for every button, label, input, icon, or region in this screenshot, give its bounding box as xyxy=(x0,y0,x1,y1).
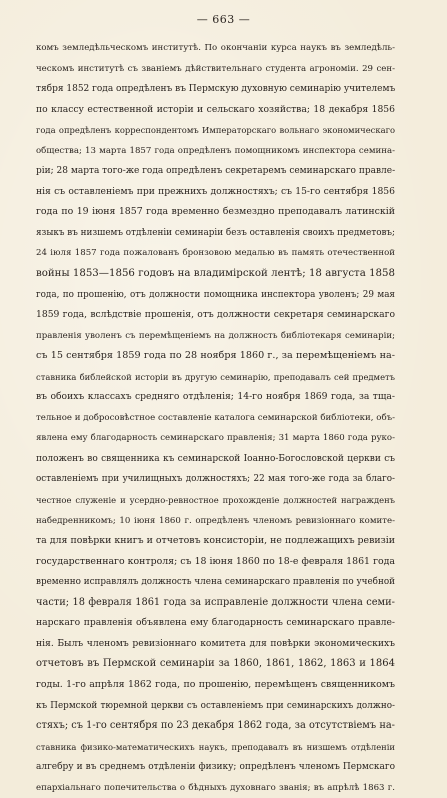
text-line: правленія уволенъ съ перемѣщеніемъ на должность библіотекаря семинаріи; xyxy=(36,330,395,341)
text-line: оставленіемъ при училищныхъ должностяхъ; 22 мая того-же года за благо- xyxy=(36,474,395,485)
text-line: алгебру и въ среднемъ отдѣленіи физику; опредѣленъ членомъ Пермскаго xyxy=(36,762,395,773)
text-line: въ обоихъ классахъ средняго отдѣленія; 14-го ноября 1869 года, за тща- xyxy=(36,391,395,403)
text-line: епархіальнаго попечительства о бѣдныхъ духовнаго званія; въ апрѣлѣ 1863 г. xyxy=(36,782,395,793)
text-line: года опредѣленъ корреспондентомъ Императорскаго вольнаго экономическаго xyxy=(36,125,395,136)
text-line: части; 18 февраля 1861 года за исправленіе должности члена семи- xyxy=(36,596,395,608)
text-line: государственнаго контроля; съ 18 іюня 1860 по 18-е февраля 1861 года xyxy=(36,555,395,567)
text-line: ставника физико-математическихъ наукъ, преподавалъ въ низшемъ отдѣленіи xyxy=(36,741,395,752)
text-line: къ Пермской тюремной церкви съ оставленіемъ при семинарскихъ должно- xyxy=(36,700,395,711)
text-line: временно исправлялъ должность члена семинарскаго правленія по учебной xyxy=(36,577,395,588)
text-line: ческомъ институтѣ съ званіемъ дѣйствительнаго студента агрономіи. 29 сен- xyxy=(36,63,395,74)
text-line: ріи; 28 марта того-же года опредѣленъ секретаремъ семинарскаго правле- xyxy=(36,166,395,177)
text-line: годы. 1-го апрѣля 1862 года, по прошенію, перемѣщенъ священникомъ xyxy=(36,678,395,690)
text-line: набедренникомъ; 10 іюня 1860 г. опредѣленъ членомъ ревизіоннаго комите- xyxy=(36,515,395,526)
body-text xyxy=(36,38,395,798)
text-line: нія съ оставленіемъ при прежнихъ должностяхъ; съ 15-го сентября 1856 xyxy=(36,185,395,197)
text-line: языкъ въ низшемъ отдѣленіи семинаріи безъ оставленія своихъ предметовъ; xyxy=(36,227,395,238)
text-line: комъ земледѣльческомъ институтѣ. По окончаніи курса наукъ въ земледѣль- xyxy=(36,43,395,53)
text-line: года, по прошенію, отъ должности помощника инспектора уволенъ; 29 мая xyxy=(36,289,395,300)
text-line: по классу естественной исторіи и сельскаго хозяйства; 18 декабря 1856 xyxy=(36,103,395,115)
text-line: нарскаго правленія объявлена ему благодарность семинарскаго правле- xyxy=(36,617,395,629)
text-line: общества; 13 марта 1857 года опредѣленъ помощникомъ инспектора семина- xyxy=(36,145,395,156)
text-line: явлена ему благодарность семинарскаго правленія; 31 марта 1860 года руко- xyxy=(36,433,395,444)
text-line: года по 19 іюня 1857 года временно безмездно преподавалъ латинскій xyxy=(36,206,395,218)
text-line: та для повѣрки книгъ и отчетовъ консисторіи, не подлежащихъ ревизіи xyxy=(36,535,395,547)
text-line: стяхъ; съ 1-го сентября по 23 декабря 1862 года, за отсутствіемъ на- xyxy=(36,720,395,732)
text-line: тября 1852 года опредѣленъ въ Пермскую духовную семинарію учителемъ xyxy=(36,84,395,95)
text-line: съ 15 сентября 1859 года по 28 ноября 1860 г., за перемѣщеніемъ на- xyxy=(36,350,395,362)
text-line: честное служеніе и усердно-ревностное прохожденіе должностей награжденъ xyxy=(36,495,395,506)
text-line: 24 іюля 1857 года пожалованъ бронзовою медалью въ память отечественной xyxy=(36,248,395,259)
text-line: отчетовъ въ Пермской семинаріи за 1860, 1861, 1862, 1863 и 1864 xyxy=(36,658,395,670)
text-line: ставника библейской исторіи въ другую семинарію, преподавалъ сей предметъ xyxy=(36,371,395,382)
text-line: положенъ во священника къ семинарской Іоанно-Богословской церкви съ xyxy=(36,453,395,464)
page-number: — 663 — xyxy=(196,13,251,26)
text-line: 1859 года, вслѣдствіе прошенія, отъ должности секретаря семинарскаго xyxy=(36,309,395,321)
text-line: войны 1853—1856 годовъ на владимірской лентѣ; 18 августа 1858 xyxy=(36,268,395,280)
text-line: тельное и добросовѣстное составленіе каталога семинарской библіотеки, объ- xyxy=(36,412,395,423)
text-line: нія. Былъ членомъ ревизіоннаго комитета для повѣрки экономическихъ xyxy=(36,637,395,649)
